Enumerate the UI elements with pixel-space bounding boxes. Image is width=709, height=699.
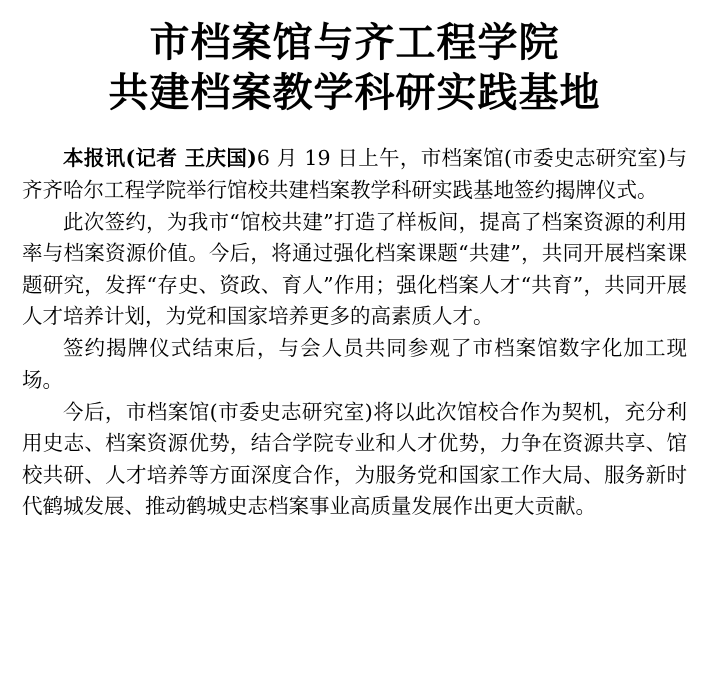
paragraph-2: 此次签约，为我市“馆校共建”打造了样板间，提高了档案资源的利用率与档案资源价值。今后，将通过强化档案课题“共建”，共同开展档案课题研究，发挥“存史、资政、育人”作用；强化档案人才“共育”，共同开展人才培养计划，为党和国家培养更多的高素质人才。 — [22, 209, 687, 328]
article-body — [22, 143, 687, 522]
paragraph-3: 签约揭牌仪式结束后，与会人员共同参观了市档案馆数字化加工现场。 — [22, 336, 687, 392]
article-byline: 本报讯(记者 王庆国) — [63, 146, 257, 171]
paragraph-1-text: 6 月 19 日上午，市档案馆(市委史志研究室)与齐齐哈尔工程学院举行馆校共建档案教学科研实践基地签约揭牌仪式。 — [22, 146, 687, 202]
paragraph-1 — [22, 143, 687, 206]
page-title — [22, 18, 687, 117]
headline-line-2: 共建档案教学科研实践基地 — [108, 68, 601, 116]
headline-line-1: 市档案馆与齐工程学院 — [149, 19, 560, 66]
paragraph-4: 今后，市档案馆(市委史志研究室)将以此次馆校合作为契机，充分利用史志、档案资源优势，结合学院专业和人才优势，力争在资源共享、馆校共研、人才培养等方面深度合作，为服务党和国家工作大局、服务新时代鹤城发展、推动鹤城史志档案事业高质量发展作出更大贡献。 — [22, 400, 687, 519]
